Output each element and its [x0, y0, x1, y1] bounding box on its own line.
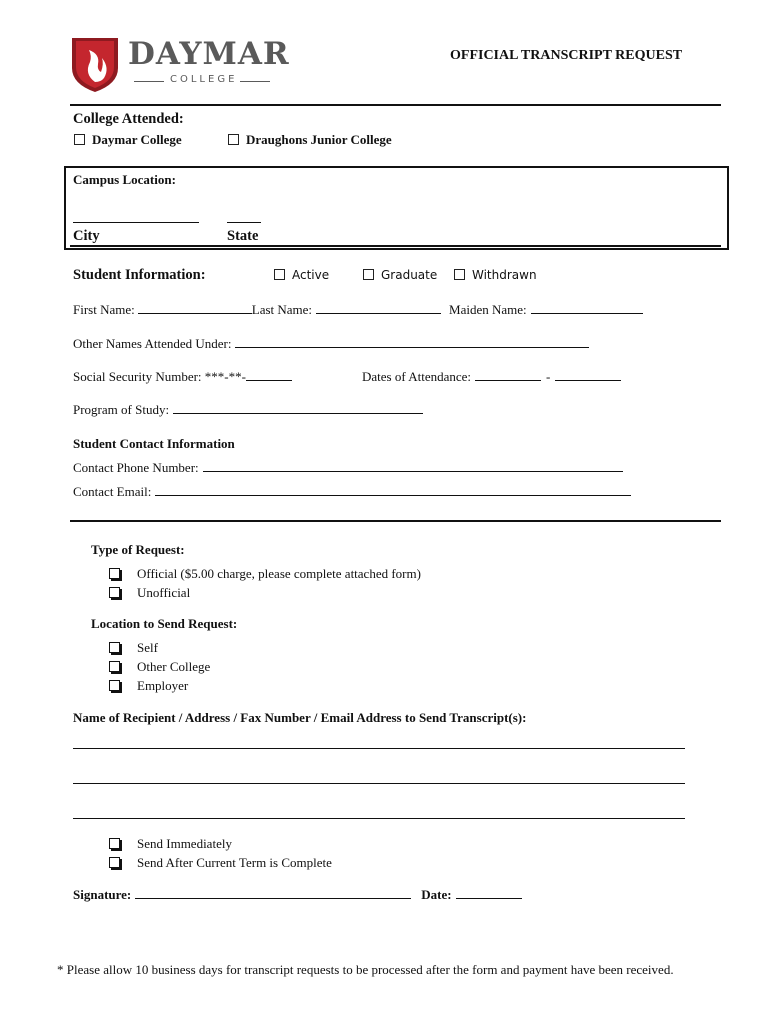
date-label: Date:	[421, 887, 452, 902]
send-location-heading: Location to Send Request:	[91, 616, 238, 631]
phone-row	[73, 460, 623, 476]
phone-field[interactable]	[203, 460, 623, 472]
signature-label: Signature:	[73, 887, 132, 902]
checkbox[interactable]	[109, 838, 120, 849]
status-withdrawn[interactable]: Withdrawn	[454, 268, 537, 282]
checkbox[interactable]	[454, 269, 465, 280]
phone-label: Contact Phone Number:	[73, 460, 199, 475]
checkbox[interactable]	[228, 134, 239, 145]
footer-note: * Please allow 10 business days for transcript requests to be processed after the form and payment have been received.	[57, 962, 674, 977]
recipient-line-2[interactable]	[73, 783, 685, 784]
checkbox[interactable]	[109, 642, 120, 653]
checkbox[interactable]	[109, 680, 120, 691]
request-unofficial[interactable]: Unofficial	[109, 585, 190, 601]
send-self[interactable]: Self	[109, 640, 158, 656]
signature-row	[73, 887, 522, 903]
first-name-label: First Name:	[73, 302, 135, 317]
other-names-field[interactable]	[235, 336, 589, 348]
status-active[interactable]: Active	[274, 268, 329, 282]
checkbox[interactable]	[109, 857, 120, 868]
send-other-college[interactable]: Other College	[109, 659, 210, 675]
college-option-draughons[interactable]: Draughons Junior College	[228, 132, 392, 148]
ssn-field[interactable]	[246, 369, 292, 381]
logo-sub: COLLEGE	[170, 74, 238, 85]
request-official[interactable]: Official ($5.00 charge, please complete attached form)	[109, 566, 421, 582]
dates-row	[362, 369, 621, 385]
checkbox[interactable]	[109, 661, 120, 672]
recipient-line-1[interactable]	[73, 748, 685, 749]
first-name-field[interactable]	[138, 302, 252, 314]
checkbox[interactable]	[74, 134, 85, 145]
header-rule	[70, 104, 721, 106]
recipient-line-3[interactable]	[73, 818, 685, 819]
daymar-logo	[70, 34, 290, 94]
program-label: Program of Study:	[73, 402, 170, 417]
student-info-label: Student Information:	[73, 267, 206, 283]
dates-to-field[interactable]	[555, 369, 621, 381]
other-names-row	[73, 336, 589, 352]
other-names-label: Other Names Attended Under:	[73, 336, 232, 351]
send-after-term[interactable]: Send After Current Term is Complete	[109, 855, 332, 871]
email-label: Contact Email:	[73, 484, 152, 499]
status-graduate[interactable]: Graduate	[363, 268, 437, 282]
maiden-name-field[interactable]	[531, 302, 643, 314]
date-field[interactable]	[456, 887, 522, 899]
send-employer[interactable]: Employer	[109, 678, 188, 694]
email-field[interactable]	[155, 484, 631, 496]
city-label: City	[73, 228, 100, 244]
campus-rule	[70, 245, 721, 247]
recipient-heading: Name of Recipient / Address / Fax Number / Email Address to Send Transcript(s):	[73, 710, 527, 725]
college-attended-label: College Attended:	[73, 111, 184, 127]
maiden-name-label: Maiden Name:	[449, 302, 527, 317]
request-type-heading: Type of Request:	[91, 542, 185, 557]
form-title: OFFICIAL TRANSCRIPT REQUEST	[450, 48, 683, 63]
send-immediately[interactable]: Send Immediately	[109, 836, 232, 852]
dates-from-field[interactable]	[475, 369, 541, 381]
checkbox[interactable]	[109, 568, 120, 579]
dates-label: Dates of Attendance:	[362, 369, 472, 384]
last-name-label: Last Name:	[251, 302, 313, 317]
logo-rule-right	[240, 81, 270, 82]
last-name-field[interactable]	[316, 302, 441, 314]
state-field[interactable]	[227, 213, 261, 223]
state-label: State	[227, 228, 259, 244]
checkbox[interactable]	[363, 269, 374, 280]
checkbox[interactable]	[274, 269, 285, 280]
city-field[interactable]	[73, 213, 199, 223]
logo-name: DAYMAR	[128, 36, 290, 72]
dates-separator: -	[546, 369, 551, 384]
program-field[interactable]	[173, 402, 423, 414]
name-row	[73, 302, 643, 318]
contact-heading: Student Contact Information	[73, 436, 235, 451]
program-row	[73, 402, 423, 418]
ssn-row	[73, 369, 292, 385]
college-option-daymar[interactable]: Daymar College	[74, 132, 182, 148]
checkbox[interactable]	[109, 587, 120, 598]
ssn-label: Social Security Number: ***-**-	[73, 369, 246, 384]
signature-field[interactable]	[135, 887, 411, 899]
campus-location-label: Campus Location:	[73, 172, 176, 187]
contact-rule	[70, 520, 721, 522]
email-row	[73, 484, 631, 500]
logo-rule-left	[134, 81, 164, 82]
